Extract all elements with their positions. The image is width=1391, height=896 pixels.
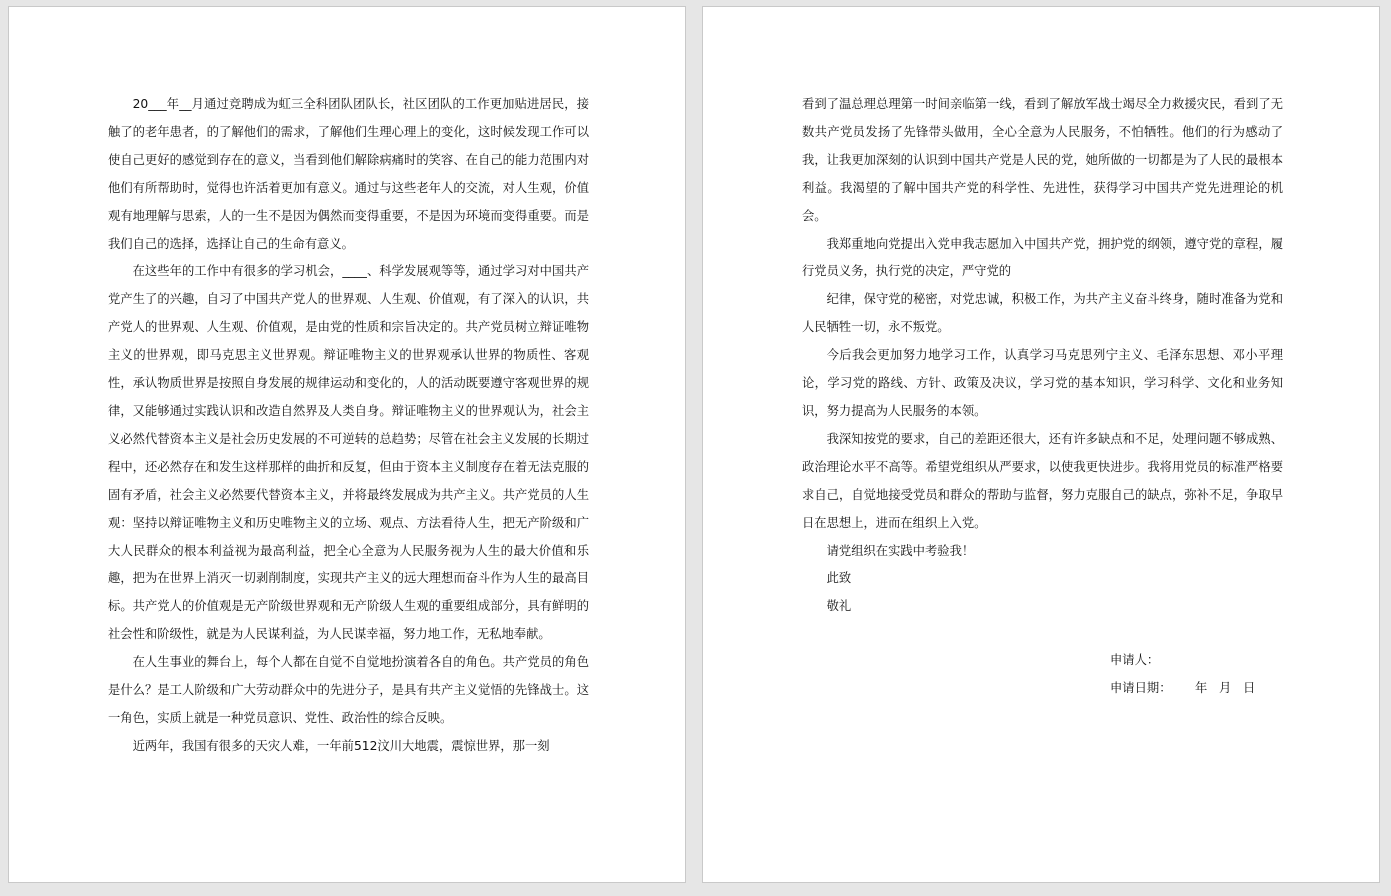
paragraph: 在人生事业的舞台上，每个人都在自觉不自觉地扮演着各自的角色。共产党员的角色是什么？是工人阶级和广大劳动群众中的先进分子，是具有共产主义觉悟的先锋战士。这一角色，实质上就是一种党员意识、党性、政治性的综合反映。	[108, 655, 589, 725]
signature-date: 申请日期： 年 月 日	[1110, 681, 1256, 695]
paragraph: 今后我会更加努力地学习工作，认真学习马克思列宁主义、毛泽东思想、邓小平理论，学习党的路线、方针、政策及决议，学习党的基本知识，学习科学、文化和业务知识，努力提高为人民服务的本领。	[802, 348, 1283, 418]
document-page-right	[702, 6, 1380, 883]
closing-line: 请党组织在实践中考验我！	[826, 543, 975, 558]
document-page-left	[8, 6, 686, 883]
page-body	[802, 91, 1283, 621]
closing-line: 敬礼	[826, 599, 852, 614]
paragraph: 纪律，保守党的秘密，对党忠诚，积极工作，为共产主义奋斗终身，随时准备为党和人民牺牲一切，永不叛党。	[802, 292, 1283, 335]
paragraph: 我郑重地向党提出入党申我志愿加入中国共产党，拥护党的纲领，遵守党的章程，履行党员义务，执行党的决定，严守党的	[802, 236, 1283, 279]
paragraph: 近两年，我国有很多的天灾人难，一年前512汶川大地震，震惊世界，那一刻	[132, 738, 550, 753]
paragraph: 20___年__月通过竞聘成为虹三全科团队团队长，社区团队的工作更加贴进居民，接触了的老年患者，的了解他们的需求，了解他们生理心理上的变化，这时候发现工作可以使自己更好的感觉到存在的意义，当看到他们解除病痛时的笑容、在自己的能力范围内对他们有所帮助时，觉得也许活着更加有意义。通过与这些老年人的交流，对人生观，价值观有地理解与思索，人的一生不是因为偶然而变得重要，不是因为环境而变得重要。而是我们自己的选择，选择让自己的生命有意义。	[108, 97, 589, 251]
closing-line: 此致	[826, 571, 852, 586]
signature-applicant: 申请人：	[1110, 653, 1160, 667]
paragraph: 在这些年的工作中有很多的学习机会，____、科学发展观等等，通过学习对中国共产党产生了的兴趣，自习了中国共产党人的世界观、人生观、价值观，有了深入的认识，共产党人的世界观、人生观、价值观，是由党的性质和宗旨决定的。共产党员树立辩证唯物主义的世界观，即马克思主义世界观。辩证唯物主义的世界观承认世界的物质性、客观性，承认物质世界是按照自身发展的规律运动和变化的，人的活动既要遵守客观世界的规律，又能够通过实践认识和改造自然界及人类自身。辩证唯物主义的世界观认为，社会主义必然代替资本主义是社会历史发展的不可逆转的总趋势；尽管在社会主义发展的长期过程中，还必然存在和发生这样那样的曲折和反复，但由于资本主义制度存在着无法克服的固有矛盾，社会主义必然要代替资本主义，并将最终发展成为共产主义。共产党员的人生观：坚持以辩证唯物主义和历史唯物主义的立场、观点、方法看待人生，把无产阶级和广大人民群众的根本利益视为最高利益，把全心全意为人民服务视为人生的最大价值和乐趣，把为在世界上消灭一切剥削制度，实现共产主义的远大理想而奋斗作为人生的最高目标。共产党人的价值观是无产阶级世界观和无产阶级人生观的重要组成部分，具有鲜明的社会性和阶级性，就是为人民谋利益，为人民谋幸福，努力地工作，无私地奉献。	[108, 264, 589, 642]
paragraph-continued: 看到了温总理总理第一时间亲临第一线，看到了解放军战士竭尽全力救援灾民，看到了无数共产党员发扬了先锋带头做用，全心全意为人民服务，不怕牺牲。他们的行为感动了我，让我更加深刻的认识到中国共产党是人民的党，她所做的一切都是为了人民的最根本利益。我渴望的了解中国共产党的科学性、先进性，获得学习中国共产党先进理论的机会。	[802, 97, 1283, 223]
paragraph: 我深知按党的要求，自己的差距还很大，还有许多缺点和不足，处理问题不够成熟、政治理论水平不高等。希望党组织从严要求，以使我更快进步。我将用党员的标准严格要求自己，自觉地接受党员和群众的帮助与监督，努力克服自己的缺点，弥补不足，争取早日在思想上，进而在组织上入党。	[802, 431, 1283, 530]
page-body	[108, 91, 589, 761]
